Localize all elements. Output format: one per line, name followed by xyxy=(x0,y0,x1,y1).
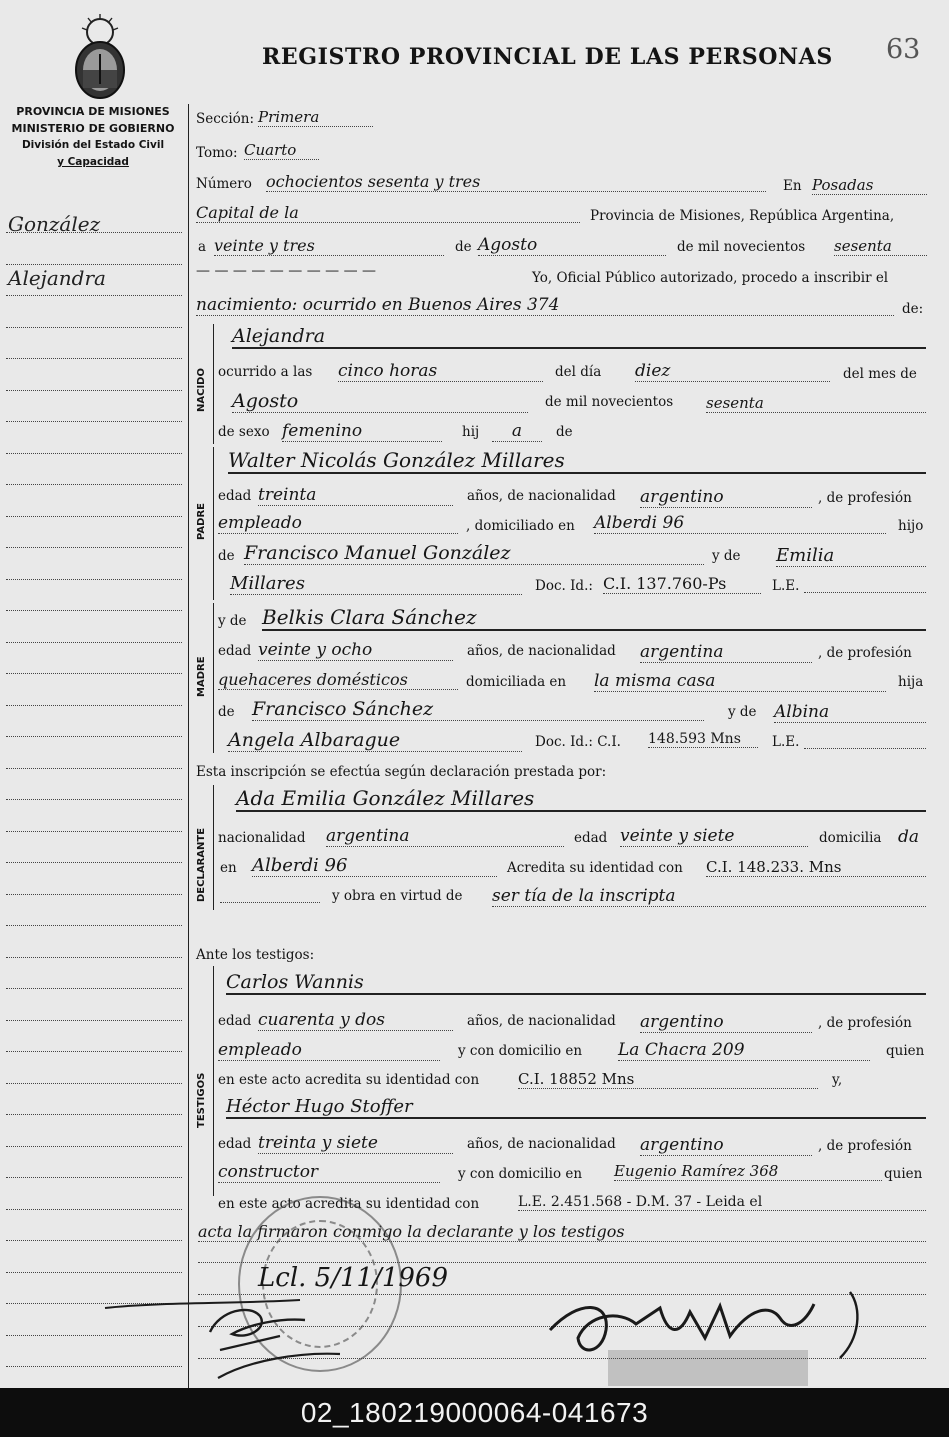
lugar-value: Posadas xyxy=(812,176,927,195)
margin-given-name: Alejandra xyxy=(8,266,106,290)
testigos-bracket xyxy=(213,966,214,1196)
padre-nombre: Walter Nicolás González Millares xyxy=(228,448,926,474)
nacido-section-label: NACIDO xyxy=(196,368,207,412)
ministry-line: División del Estado Civil xyxy=(21,139,165,151)
signature-date: Lcl. 5/11/1969 xyxy=(258,1263,448,1293)
madre-madre-apellido: Angela Albarague xyxy=(228,729,522,752)
testigo2-prof-label: , de profesión xyxy=(818,1138,912,1154)
capital-value: Capital de la xyxy=(196,203,580,223)
testigo2-acredita-label: en este acto acredita su identidad con xyxy=(218,1196,480,1212)
declarante-domicilio: Alberdi 96 xyxy=(252,855,497,877)
margin-ruled-line xyxy=(6,1240,182,1241)
sexo-value: femenino xyxy=(282,421,442,442)
declarante-dom-label: domicilia xyxy=(819,830,882,846)
madre-bracket xyxy=(213,603,214,753)
testigo2-domicilio: Eugenio Ramírez 368 xyxy=(614,1162,882,1181)
margin-surname: González xyxy=(8,212,101,236)
margin-ruled-line xyxy=(6,862,182,863)
testigo1-edad: cuarenta y dos xyxy=(258,1010,453,1031)
anio-nacido-label: de mil novecientos xyxy=(545,394,674,410)
margin-ruled-line xyxy=(6,1114,182,1115)
madre-profesion: quehaceres domésticos xyxy=(218,670,458,690)
testigo2-edad-label: edad xyxy=(218,1136,252,1152)
madre-doc-value: 148.593 Mns xyxy=(648,731,758,748)
hij-label: hij xyxy=(462,424,480,440)
declaracion-intro: Esta inscripción se efectúa según declaración prestada por: xyxy=(196,764,607,780)
margin-ruled-line xyxy=(6,358,182,359)
nacido-de-label: de xyxy=(556,424,573,440)
padre-doc-value: C.I. 137.760-Ps xyxy=(603,574,761,594)
padre-madre-nombre: Emilia xyxy=(776,545,926,567)
margin-ruled-line xyxy=(6,1020,182,1021)
margin-ruled-line xyxy=(6,831,182,832)
madre-le-label: L.E. xyxy=(772,734,800,750)
testigo2-identidad: L.E. 2.451.568 - D.M. 37 - Leida el xyxy=(518,1194,926,1211)
madre-nombre: Belkis Clara Sánchez xyxy=(262,605,926,631)
hij-suffix: a xyxy=(492,421,542,442)
folio-number: 63 xyxy=(886,34,921,65)
testigo1-profesion: empleado xyxy=(218,1040,440,1061)
de-label: de xyxy=(455,239,472,255)
anio-value: sesenta xyxy=(834,237,927,256)
mes-value: Agosto xyxy=(478,235,666,256)
a-label: a xyxy=(198,239,207,255)
margin-ruled-line xyxy=(6,579,182,580)
madre-edad-label: edad xyxy=(218,643,252,659)
hora-value: cinco horas xyxy=(338,361,543,382)
margin-ruled-line xyxy=(6,453,182,454)
padre-section-label: PADRE xyxy=(196,503,207,540)
acta-cierre: acta la firmaron conmigo la declarante y los testigos xyxy=(198,1222,926,1242)
margin-ruled-line xyxy=(6,610,182,611)
margin-ruled-line xyxy=(6,295,182,296)
padre-madre-apellido: Millares xyxy=(230,573,522,595)
madre-nacionalidad: argentina xyxy=(640,642,812,663)
dia-value: veinte y tres xyxy=(214,236,444,256)
padre-profesion: empleado xyxy=(218,513,458,534)
testigo1-prof-label: , de profesión xyxy=(818,1015,912,1031)
madre-dom-label: domiciliada en xyxy=(466,674,567,690)
madre-edad-value: veinte y ocho xyxy=(258,640,453,661)
madre-madre-nombre: Albina xyxy=(774,702,926,723)
margin-divider xyxy=(188,104,189,1388)
margin-ruled-line xyxy=(6,327,182,328)
oficial-text: Yo, Oficial Público autorizado, procedo a inscribir el xyxy=(532,270,889,286)
padre-le-line xyxy=(804,592,926,593)
del-mes-label: del mes de xyxy=(843,366,917,382)
padre-padre-nombre: Francisco Manuel González xyxy=(244,542,704,565)
hijo-label: hijo xyxy=(898,518,924,534)
declarante-nombre: Ada Emilia González Millares xyxy=(236,786,926,812)
madre-padre-nombre: Francisco Sánchez xyxy=(252,698,704,721)
hija-label: hija xyxy=(898,674,924,690)
testigos-section-label: TESTIGOS xyxy=(196,1072,207,1128)
declarante-nacionalidad: argentina xyxy=(326,826,564,847)
testigo2-edad: treinta y siete xyxy=(258,1133,453,1154)
margin-ruled-line xyxy=(6,421,182,422)
document-id-bar xyxy=(0,1388,949,1437)
testigo1-acredita-label: en este acto acredita su identidad con xyxy=(218,1072,480,1088)
padre-edad-value: treinta xyxy=(258,485,453,506)
padre-de-label: de xyxy=(218,548,235,564)
del-dia-label: del día xyxy=(555,364,602,380)
sexo-label: de sexo xyxy=(218,424,270,440)
filler-dashes: — — — — — — — — — — xyxy=(196,263,377,279)
madre-domicilio: la misma casa xyxy=(594,671,886,692)
nacido-bracket xyxy=(213,324,214,444)
margin-ruled-line xyxy=(6,1272,182,1273)
margin-ruled-line xyxy=(6,516,182,517)
declarante-bracket xyxy=(213,785,214,910)
document-title: REGISTRO PROVINCIAL DE LAS PERSONAS xyxy=(262,44,833,70)
declarante-edad: veinte y siete xyxy=(620,826,808,847)
padre-nacionalidad: argentino xyxy=(640,487,812,508)
document-id: 02_180219000064-041673 xyxy=(300,1396,649,1428)
margin-ruled-line xyxy=(6,547,182,548)
margin-ruled-line xyxy=(6,642,182,643)
padre-domicilio: Alberdi 96 xyxy=(594,513,886,534)
padre-y-de-label: y de xyxy=(712,548,741,564)
padre-nac-label: años, de nacionalidad xyxy=(467,488,616,504)
testigo1-dom-label: y con domicilio en xyxy=(458,1043,583,1059)
margin-ruled-line xyxy=(6,768,182,769)
ministry-line: y Capacidad xyxy=(57,156,129,168)
nacimiento-value: nacimiento: ocurrido en Buenos Aires 374 xyxy=(196,295,894,316)
testigo2-dom-label: y con domicilio en xyxy=(458,1166,583,1182)
margin-notes-column xyxy=(0,196,186,1386)
margin-ruled-line xyxy=(6,1146,182,1147)
en-label: En xyxy=(783,178,802,194)
tomo-value: Cuarto xyxy=(244,141,319,160)
numero-value: ochocientos sesenta y tres xyxy=(266,172,766,192)
padre-prof-label: , de profesión xyxy=(818,490,912,506)
margin-ruled-line xyxy=(6,673,182,674)
padre-le-label: L.E. xyxy=(772,578,800,594)
obra-filler-line xyxy=(220,902,320,903)
declarante-dom-suffix: da xyxy=(898,827,920,847)
officer-name-stamp xyxy=(608,1350,808,1386)
declarante-edad-label: edad xyxy=(574,830,608,846)
ocurrido-label: ocurrido a las xyxy=(218,364,313,380)
declarante-virtud: ser tía de la inscripta xyxy=(492,886,926,907)
de-colon-label: de: xyxy=(902,301,924,317)
madre-y-de-label: y de xyxy=(218,613,247,629)
declarante-identidad: C.I. 148.233. Mns xyxy=(706,858,926,877)
testigos-intro: Ante los testigos: xyxy=(196,947,315,963)
nacido-nombre: Alejandra xyxy=(232,325,926,349)
padre-edad-label: edad xyxy=(218,488,252,504)
margin-ruled-line xyxy=(6,894,182,895)
testigo1-nac-label: años, de nacionalidad xyxy=(467,1013,616,1029)
declarante-section-label: DECLARANTE xyxy=(196,827,207,902)
coat-of-arms-emblem xyxy=(68,14,132,100)
madre-doc-label: Doc. Id.: C.I. xyxy=(535,734,621,750)
testigo1-nombre: Carlos Wannis xyxy=(226,971,926,995)
anio-label: de mil novecientos xyxy=(677,239,806,255)
seccion-label: Sección: xyxy=(196,111,255,127)
madre-nac-label: años, de nacionalidad xyxy=(467,643,616,659)
acredita-label: Acredita su identidad con xyxy=(507,860,683,876)
margin-ruled-line xyxy=(6,736,182,737)
ministry-line: PROVINCIA DE MISIONES xyxy=(16,105,170,118)
margin-ruled-line xyxy=(6,390,182,391)
testigo2-profesion: constructor xyxy=(218,1162,440,1183)
margin-ruled-line xyxy=(6,925,182,926)
madre-y-de2-label: y de xyxy=(728,704,757,720)
testigo2-nombre: Héctor Hugo Stoffer xyxy=(226,1096,926,1119)
testigo2-nacionalidad: argentino xyxy=(640,1135,812,1156)
testigo1-identidad: C.I. 18852 Mns xyxy=(518,1070,818,1089)
margin-ruled-line xyxy=(6,1051,182,1052)
madre-prof-label: , de profesión xyxy=(818,645,912,661)
testigo-y-label: y, xyxy=(832,1072,843,1088)
madre-de-label: de xyxy=(218,704,235,720)
margin-ruled-line xyxy=(6,484,182,485)
ministry-line: MINISTERIO DE GOBIERNO xyxy=(11,122,175,135)
testigo1-quien-label: quien xyxy=(886,1043,925,1059)
ministry-block xyxy=(0,103,186,171)
madre-le-line xyxy=(804,748,926,749)
testigo1-edad-label: edad xyxy=(218,1013,252,1029)
obra-label: y obra en virtud de xyxy=(332,888,463,904)
testigo1-domicilio: La Chacra 209 xyxy=(618,1040,870,1061)
margin-ruled-line xyxy=(6,1209,182,1210)
margin-ruled-line xyxy=(6,957,182,958)
testigo1-nacionalidad: argentino xyxy=(640,1012,812,1033)
margin-ruled-line xyxy=(6,1177,182,1178)
seccion-value: Primera xyxy=(258,108,373,127)
padre-dom-label: , domiciliado en xyxy=(466,518,575,534)
margin-ruled-line xyxy=(6,799,182,800)
margin-ruled-line xyxy=(6,264,182,265)
madre-section-label: MADRE xyxy=(196,656,207,697)
margin-ruled-line xyxy=(6,705,182,706)
margin-ruled-line xyxy=(6,1083,182,1084)
padre-doc-label: Doc. Id.: xyxy=(535,578,593,594)
margin-ruled-line xyxy=(6,988,182,989)
declarant-signature xyxy=(100,1290,360,1385)
mes-nacido-value: Agosto xyxy=(232,390,528,413)
testigo2-quien-label: quien xyxy=(884,1166,923,1182)
provincia-text: Provincia de Misiones, República Argentina, xyxy=(590,208,895,224)
margin-ruled-line xyxy=(6,232,182,233)
numero-label: Número xyxy=(196,176,252,192)
anio-nacido-value: sesenta xyxy=(706,394,926,413)
dia-nacido-value: diez xyxy=(635,361,830,382)
tomo-label: Tomo: xyxy=(196,145,238,161)
testigo2-nac-label: años, de nacionalidad xyxy=(467,1136,616,1152)
declarante-nac-label: nacionalidad xyxy=(218,830,306,846)
padre-bracket xyxy=(213,447,214,600)
declarante-en-label: en xyxy=(220,860,237,876)
